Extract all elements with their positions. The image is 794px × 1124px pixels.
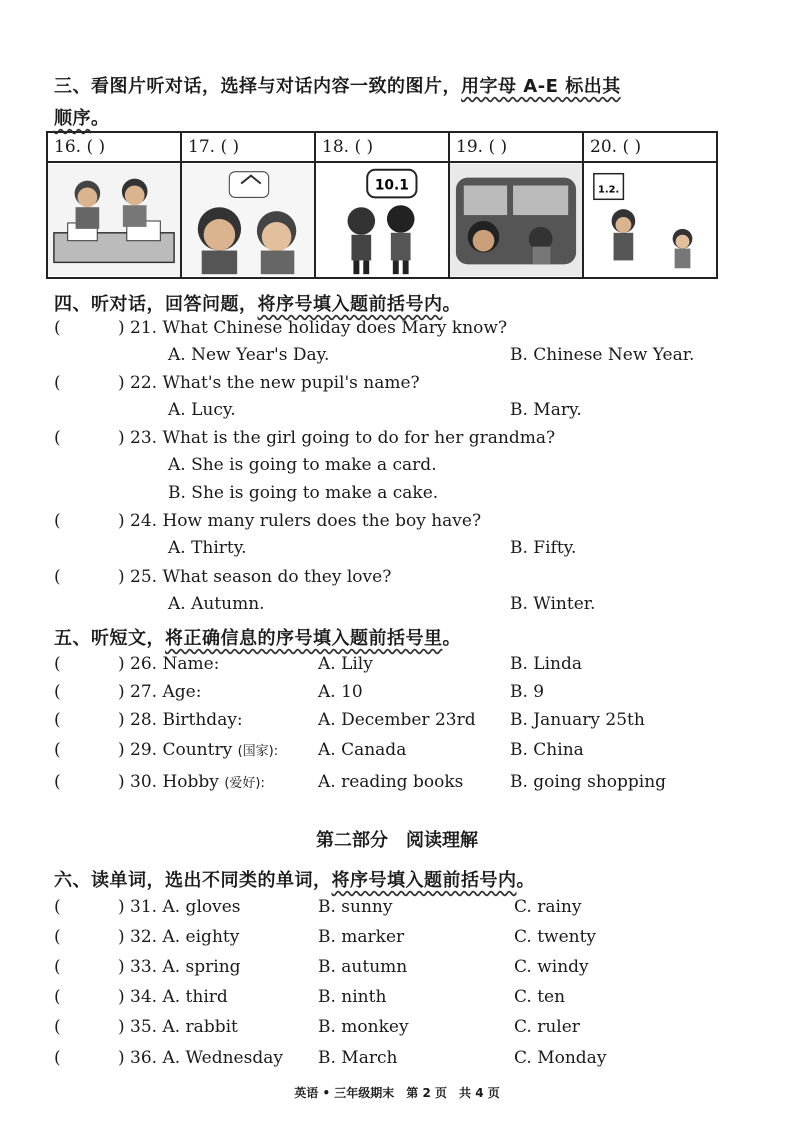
section3-title-end: 。 <box>91 108 110 129</box>
section3-title-line2 <box>54 104 110 130</box>
option-34c: C. ten <box>514 987 566 1007</box>
option-26b: B. Linda <box>510 654 582 674</box>
question-text: ) 25. What season do they love? <box>118 567 392 587</box>
option-27a: A. 10 <box>318 682 363 702</box>
section5-title <box>54 624 461 650</box>
picture-table <box>46 131 718 279</box>
option-33b: B. autumn <box>318 957 408 977</box>
option-25a: A. Autumn. <box>168 594 265 614</box>
option-36b: B. March <box>318 1048 398 1068</box>
calendar-20-text: 1.2. <box>598 184 620 196</box>
picture-16-cell <box>47 162 181 278</box>
option-35b: B. monkey <box>318 1017 409 1037</box>
section6-title-end: 。 <box>516 870 535 891</box>
option-25b: B. Winter. <box>510 594 596 614</box>
answer-bracket[interactable]: ( <box>54 987 61 1007</box>
answer-bracket[interactable]: ( <box>54 511 61 531</box>
answer-bracket[interactable]: ( <box>54 927 61 947</box>
label-17[interactable]: 17. ( ) <box>181 132 315 162</box>
picture-label-row <box>47 132 717 162</box>
question-30-label: ) 30. Hobby <box>118 772 219 792</box>
section5-title-main: 五、听短文， <box>54 628 165 649</box>
option-29b: B. China <box>510 740 584 760</box>
section3-title <box>54 72 621 98</box>
calendar-picture <box>584 163 716 277</box>
question-text: ) 32. A. eighty <box>118 927 240 947</box>
section4-title-end: 。 <box>442 294 461 315</box>
kids-studying-picture <box>48 163 180 277</box>
answer-bracket[interactable]: ( <box>54 710 61 730</box>
answer-bracket[interactable]: ( <box>54 428 61 448</box>
option-28b: B. January 25th <box>510 710 645 730</box>
answer-bracket[interactable]: ( <box>54 772 61 792</box>
option-29a: A. Canada <box>318 740 407 760</box>
label-19[interactable]: 19. ( ) <box>449 132 583 162</box>
section6-title-emphasis: 将序号填入题前括号内 <box>331 870 517 891</box>
kids-talking-picture <box>182 163 314 277</box>
label-18[interactable]: 18. ( ) <box>315 132 449 162</box>
answer-bracket[interactable]: ( <box>54 1017 61 1037</box>
option-30b: B. going shopping <box>510 772 667 792</box>
option-22a: A. Lucy. <box>168 400 236 420</box>
answer-bracket[interactable]: ( <box>54 1048 61 1068</box>
section3-title-emphasis: 用字母 A-E 标出其 <box>461 76 621 97</box>
answer-bracket[interactable]: ( <box>54 740 61 760</box>
answer-bracket[interactable]: ( <box>54 957 61 977</box>
option-30a: A. reading books <box>318 772 464 792</box>
question-text: ) 31. A. gloves <box>118 897 241 917</box>
question-text: ) 35. A. rabbit <box>118 1017 238 1037</box>
answer-bracket[interactable]: ( <box>54 682 61 702</box>
section6-title <box>54 866 535 892</box>
option-32c: C. twenty <box>514 927 597 947</box>
question-30-note: (爱好): <box>224 776 265 791</box>
option-24a: A. Thirty. <box>168 538 247 558</box>
option-33c: C. windy <box>514 957 589 977</box>
option-35c: C. ruler <box>514 1017 580 1037</box>
option-28a: A. December 23rd <box>318 710 476 730</box>
date-bubble-picture <box>316 163 448 277</box>
question-text: ) 21. What Chinese holiday does Mary know? <box>118 318 508 338</box>
option-36c: C. Monday <box>514 1048 607 1068</box>
option-31b: B. sunny <box>318 897 393 917</box>
picture-20-cell <box>583 162 717 278</box>
question-text: ) 27. Age: <box>118 682 202 702</box>
page-footer: 英语 • 三年级期末 第 2 页 共 4 页 <box>294 1086 500 1100</box>
picture-row <box>47 162 717 278</box>
bubble-18-text: 10.1 <box>374 177 409 194</box>
option-24b: B. Fifty. <box>510 538 577 558</box>
picture-17-cell <box>181 162 315 278</box>
question-29-note: (国家): <box>237 744 279 759</box>
section3-title-main: 三、看图片听对话，选择与对话内容一致的图片， <box>54 76 461 97</box>
question-text <box>118 772 265 792</box>
option-32b: B. marker <box>318 927 405 947</box>
question-text: ) 23. What is the girl going to do for her grandma? <box>118 428 556 448</box>
answer-bracket[interactable]: ( <box>54 897 61 917</box>
question-text: ) 34. A. third <box>118 987 228 1007</box>
option-21a: A. New Year's Day. <box>168 345 330 365</box>
question-text: ) 24. How many rulers does the boy have? <box>118 511 482 531</box>
picture-18-cell <box>315 162 449 278</box>
section3-title-line2-emphasis: 顺序 <box>54 108 91 129</box>
question-text: ) 26. Name: <box>118 654 220 674</box>
option-31c: C. rainy <box>514 897 582 917</box>
picture-19-cell <box>449 162 583 278</box>
answer-bracket[interactable]: ( <box>54 567 61 587</box>
section5-title-end: 。 <box>442 628 461 649</box>
question-text <box>118 740 278 760</box>
option-22b: B. Mary. <box>510 400 582 420</box>
label-16[interactable]: 16. ( ) <box>47 132 181 162</box>
question-text: ) 33. A. spring <box>118 957 241 977</box>
option-26a: A. Lily <box>318 654 373 674</box>
option-27b: B. 9 <box>510 682 545 702</box>
option-23b: B. She is going to make a cake. <box>168 483 439 503</box>
section4-title-emphasis: 将序号填入题前括号内 <box>257 294 443 315</box>
section5-title-emphasis: 将正确信息的序号填入题前括号里 <box>165 628 443 649</box>
section4-title <box>54 290 461 316</box>
section4-title-main: 四、听对话，回答问题， <box>54 294 258 315</box>
option-21b: B. Chinese New Year. <box>510 345 695 365</box>
section6-title-main: 六、读单词，选出不同类的单词， <box>54 870 332 891</box>
part2-title: 第二部分 阅读理解 <box>316 830 478 851</box>
bus-picture <box>450 163 582 277</box>
label-20[interactable]: 20. ( ) <box>583 132 717 162</box>
question-text: ) 28. Birthday: <box>118 710 243 730</box>
option-34b: B. ninth <box>318 987 387 1007</box>
question-text: ) 36. A. Wednesday <box>118 1048 283 1068</box>
answer-bracket[interactable]: ( <box>54 654 61 674</box>
answer-bracket[interactable]: ( <box>54 318 61 338</box>
question-29-label: ) 29. Country <box>118 740 233 760</box>
answer-bracket[interactable]: ( <box>54 373 61 393</box>
option-23a: A. She is going to make a card. <box>168 455 437 475</box>
question-text: ) 22. What's the new pupil's name? <box>118 373 420 393</box>
